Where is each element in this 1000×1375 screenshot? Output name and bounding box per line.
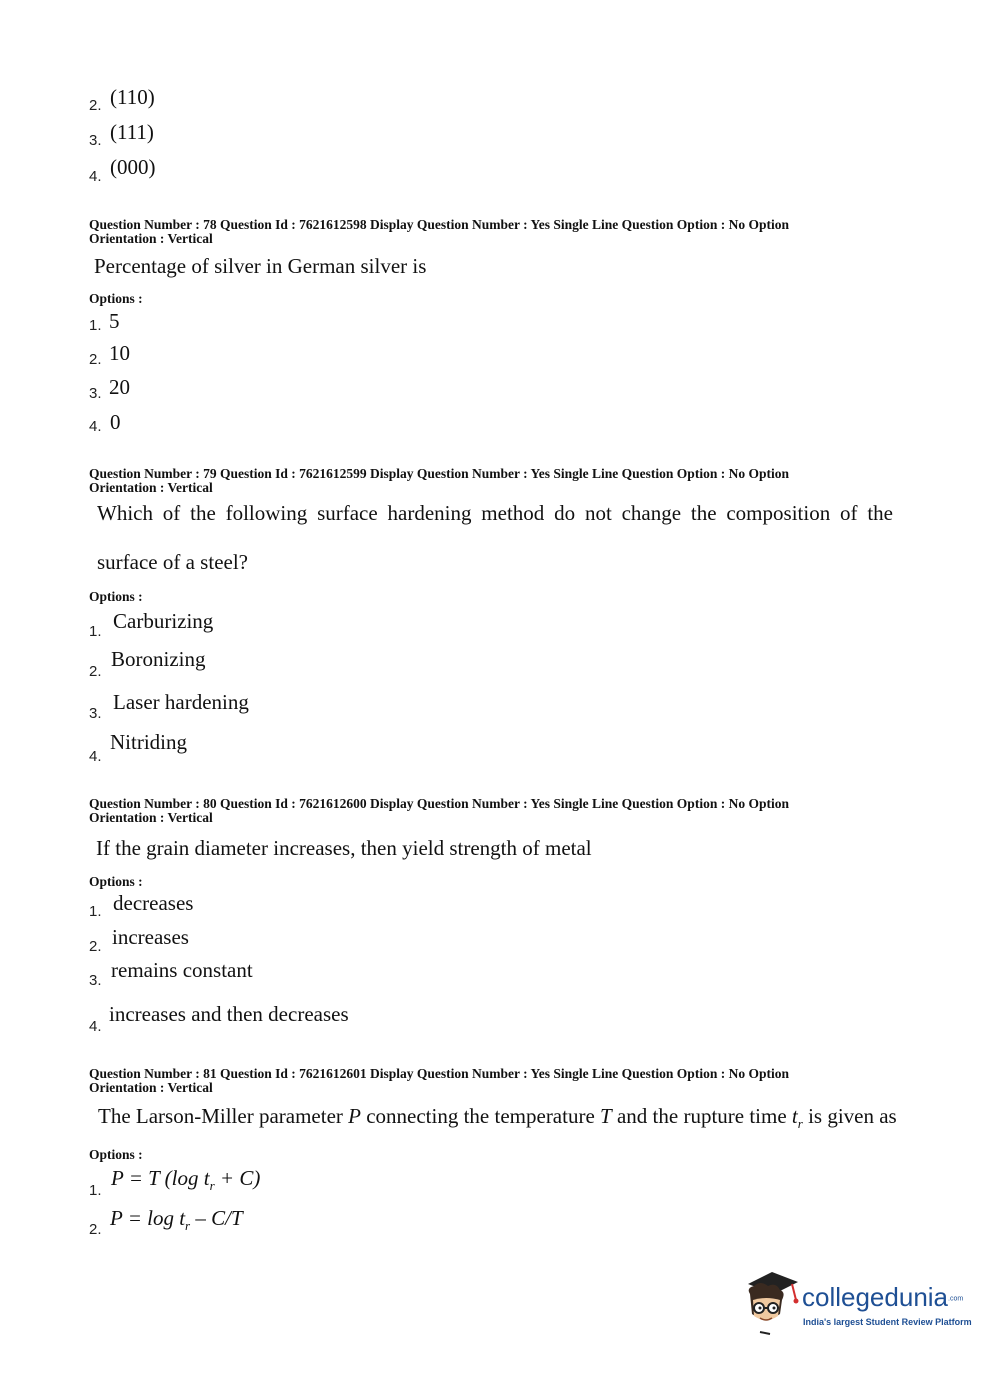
option-text: 10 xyxy=(109,341,130,365)
option-number: 1. xyxy=(89,317,102,334)
brand-name-text: collegedunia xyxy=(802,1282,949,1312)
question-text xyxy=(98,1104,897,1132)
option-number: 4. xyxy=(89,748,102,765)
question-meta-line: Question Number : 81 Question Id : 7621612601 Display Question Number : Yes Single Line Question Option : No Option xyxy=(89,1066,789,1081)
option-number: 2. xyxy=(89,1221,102,1238)
symbol-subscript: r xyxy=(797,1116,803,1132)
option-number: 4. xyxy=(89,168,102,185)
question-meta xyxy=(89,1067,869,1095)
brand-tagline: India's largest Student Review Platform xyxy=(803,1317,972,1327)
option-number: 4. xyxy=(89,418,102,435)
question-text-line: Which of the following surface hardening method do not change the composition of the xyxy=(97,501,893,525)
question-meta-line: Orientation : Vertical xyxy=(89,810,213,825)
option-text: (000) xyxy=(110,155,156,179)
formula-part: P = log t xyxy=(110,1206,186,1230)
option-text: (110) xyxy=(110,85,155,109)
question-text: If the grain diameter increases, then yield strength of metal xyxy=(96,836,592,860)
brand-name xyxy=(802,1282,963,1313)
option-number: 1. xyxy=(89,1182,102,1199)
formula-part: – C/T xyxy=(190,1206,243,1230)
question-text-part: connecting the temperature xyxy=(360,1104,601,1128)
options-label: Options : xyxy=(89,291,143,306)
question-meta xyxy=(89,467,869,495)
collegedunia-logo xyxy=(740,1270,970,1340)
option-number: 2. xyxy=(89,97,102,114)
option-text: remains constant xyxy=(111,958,253,982)
option-text: Boronizing xyxy=(111,647,206,671)
option-text xyxy=(111,1166,260,1194)
symbol-tr: t xyxy=(791,1104,798,1128)
option-text: (111) xyxy=(110,120,154,144)
question-meta-line: Orientation : Vertical xyxy=(89,1080,213,1095)
question-meta-line: Question Number : 80 Question Id : 7621612600 Display Question Number : Yes Single Line Question Option : No Option xyxy=(89,796,789,811)
question-text: Percentage of silver in German silver is xyxy=(94,254,427,278)
option-number: 1. xyxy=(89,623,102,640)
options-label: Options : xyxy=(89,874,143,889)
option-number: 3. xyxy=(89,132,102,149)
question-text-part: is given as xyxy=(802,1104,897,1128)
option-text: Carburizing xyxy=(113,609,214,633)
option-number: 3. xyxy=(89,385,102,402)
symbol-p: P xyxy=(348,1104,361,1128)
brand-dotcom: .com xyxy=(948,1295,964,1303)
question-text-part: The Larson-Miller parameter xyxy=(98,1104,349,1128)
option-number: 2. xyxy=(89,663,102,680)
formula-part: + C) xyxy=(214,1166,261,1190)
option-text: increases xyxy=(112,925,189,949)
option-text: 0 xyxy=(110,410,121,434)
option-number: 3. xyxy=(89,705,102,722)
options-label: Options : xyxy=(89,589,143,604)
option-text: decreases xyxy=(113,891,194,915)
formula-subscript: r xyxy=(209,1178,215,1194)
question-meta-line: Question Number : 79 Question Id : 7621612599 Display Question Number : Yes Single Line Question Option : No Option xyxy=(89,466,789,481)
option-text: Nitriding xyxy=(110,730,187,754)
option-text: Laser hardening xyxy=(113,690,249,714)
question-meta-line: Orientation : Vertical xyxy=(89,231,213,246)
question-meta xyxy=(89,218,869,246)
question-text-line: surface of a steel? xyxy=(97,550,248,574)
mascot-icon xyxy=(740,1270,802,1336)
option-text: 5 xyxy=(109,309,120,333)
option-text: 20 xyxy=(109,375,130,399)
option-text: increases and then decreases xyxy=(109,1002,349,1026)
question-text-part: and the rupture time xyxy=(611,1104,792,1128)
symbol-t: T xyxy=(600,1104,612,1128)
question-meta-line: Question Number : 78 Question Id : 7621612598 Display Question Number : Yes Single Line Question Option : No Option xyxy=(89,217,789,232)
question-meta-line: Orientation : Vertical xyxy=(89,480,213,495)
formula-part: P = T (log t xyxy=(111,1166,210,1190)
option-number: 4. xyxy=(89,1018,102,1035)
option-number: 1. xyxy=(89,903,102,920)
option-number: 2. xyxy=(89,351,102,368)
option-number: 2. xyxy=(89,938,102,955)
options-label: Options : xyxy=(89,1147,143,1162)
formula-subscript: r xyxy=(185,1218,191,1234)
option-number: 3. xyxy=(89,972,102,989)
option-text xyxy=(110,1206,243,1234)
question-meta xyxy=(89,797,869,825)
